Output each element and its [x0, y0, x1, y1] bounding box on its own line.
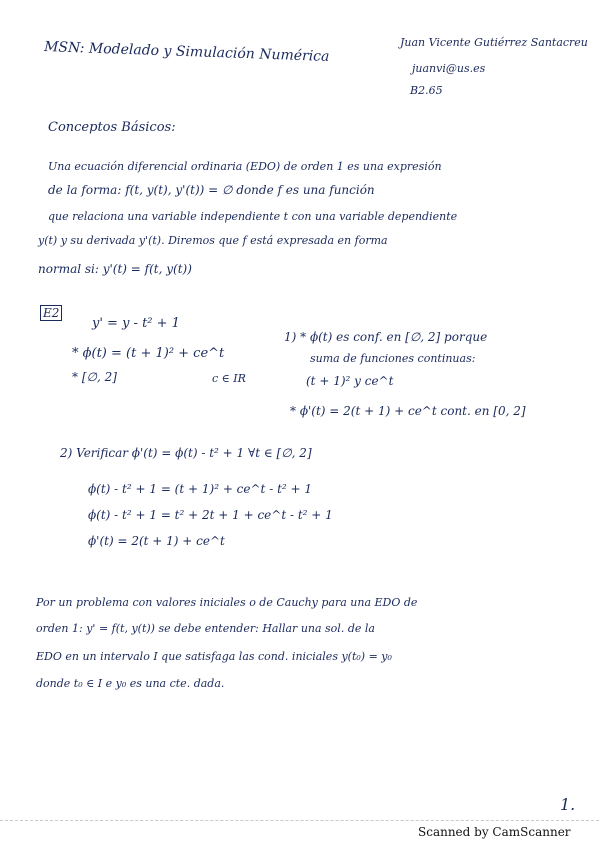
office-code: B2.65	[410, 84, 443, 97]
example-c-domain: c ∈ IR	[212, 372, 246, 385]
definition-line: que relaciona una variable independiente t con una variable dependiente	[48, 210, 458, 223]
step2-line: ϕ(t) - t² + 1 = (t + 1)² + ce^t - t² + 1	[88, 482, 313, 496]
step1-line: * ϕ'(t) = 2(t + 1) + ce^t cont. en [0, 2]	[290, 404, 526, 418]
example-solution: * ϕ(t) = (t + 1)² + ce^t	[72, 346, 225, 361]
example-label: E2	[40, 305, 62, 321]
step2-title: 2) Verificar ϕ'(t) = ϕ(t) - t² + 1 ∀t ∈ [∅, 2]	[60, 446, 312, 460]
step2-line: ϕ'(t) = 2(t + 1) + ce^t	[88, 534, 225, 548]
cauchy-line: Por un problema con valores iniciales o de Cauchy para una EDO de	[36, 596, 418, 609]
step1-line: 1) * ϕ(t) es conf. en [∅, 2] porque	[284, 330, 488, 344]
step2-line: ϕ(t) - t² + 1 = t² + 2t + 1 + ce^t - t² + 1	[88, 508, 333, 522]
page-edge-divider	[0, 820, 599, 821]
step1-line: (t + 1)² y ce^t	[306, 374, 394, 388]
author-name: Juan Vicente Gutiérrez Santacreu	[400, 36, 588, 49]
scanner-watermark: Scanned by CamScanner	[418, 825, 571, 839]
definition-line: Una ecuación diferencial ordinaria (EDO) de orden 1 es una expresión	[48, 160, 442, 173]
example-label-wrap	[40, 306, 62, 320]
cauchy-line: donde t₀ ∈ I e y₀ es una cte. dada.	[36, 677, 225, 690]
example-equation: y' = y - t² + 1	[92, 316, 180, 331]
cauchy-line: orden 1: y' = f(t, y(t)) se debe entender: Hallar una sol. de la	[36, 622, 375, 635]
section-title: Conceptos Básicos:	[48, 120, 176, 135]
page-number: 1.	[560, 795, 576, 814]
definition-line: de la forma: f(t, y(t), y'(t)) = ∅ donde f es una función	[48, 183, 375, 197]
definition-line: normal si: y'(t) = f(t, y(t))	[38, 262, 192, 276]
definition-line: y(t) y su derivada y'(t). Diremos que f está expresada en forma	[38, 234, 388, 247]
step1-line: suma de funciones continuas:	[310, 352, 476, 365]
course-title: MSN: Modelado y Simulación Numérica	[43, 39, 330, 65]
example-interval: * [∅, 2]	[72, 370, 117, 384]
author-email: juanvi@us.es	[412, 62, 486, 75]
cauchy-line: EDO en un intervalo I que satisfaga las cond. iniciales y(t₀) = y₀	[36, 650, 392, 663]
